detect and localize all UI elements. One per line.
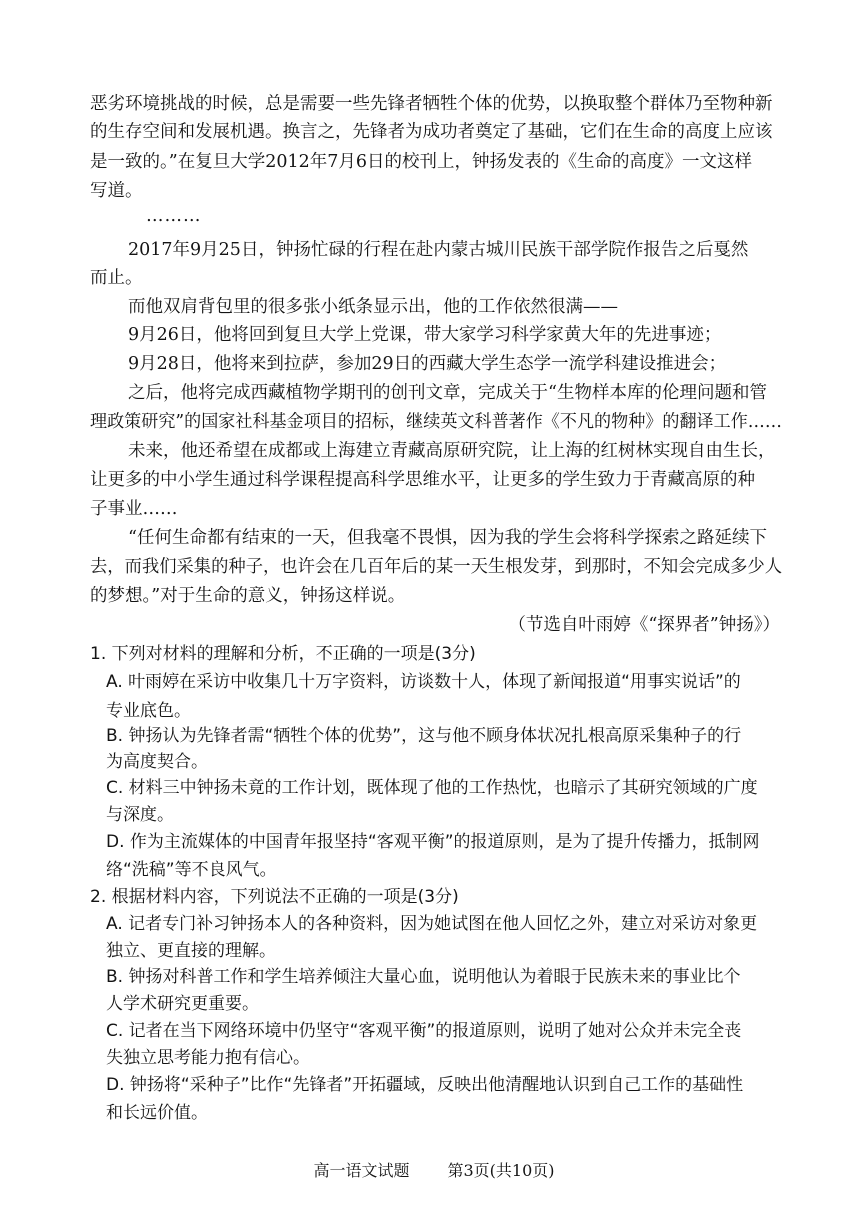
passage-line: 恶劣环境挑战的时候，总是需要一些先锋者牺牲个体的优势，以换取整个群体乃至物种新	[90, 94, 773, 114]
option-b: B. 钟扬认为先锋者需“牺牲个体的优势”，这与他不顾身体状况扎根高原采集种子的行	[106, 726, 742, 746]
passage-line: 让更多的中小学生通过科学课程提高科学思维水平，让更多的学生致力于青藏高原的种	[90, 470, 755, 490]
footer-page-number: 第3页(共10页)	[447, 1161, 555, 1180]
passage-line: 理政策研究”的国家社科基金项目的招标，继续英文科普著作《不凡的物种》的翻译工作……	[90, 412, 782, 432]
option-d-cont: 和长远价值。	[106, 1103, 208, 1123]
question-stem: 2. 根据材料内容，下列说法不正确的一项是(3分)	[90, 887, 459, 907]
ellipsis: ………	[146, 206, 202, 226]
passage-line: 去，而我们采集的种子，也许会在几百年后的某一天生根发芽，到那时，不知会完成多少人	[90, 557, 783, 577]
passage-line: “任何生命都有结束的一天，但我毫不畏惧，因为我的学生会将科学探索之路延续下	[128, 528, 767, 548]
option-a-cont: 独立、更直接的理解。	[106, 941, 276, 961]
passage-line: 而他双肩背包里的很多张小纸条显示出，他的工作依然很满——	[128, 297, 618, 317]
passage-line: 的梦想。”对于生命的意义，钟扬这样说。	[90, 586, 406, 606]
passage-line: 之后，他将完成西藏植物学期刊的创刊文章，完成关于“生物样本库的伦理问题和管	[128, 383, 767, 403]
option-d: D. 作为主流媒体的中国青年报坚持“客观平衡”的报道原则，是为了提升传播力，抵制网	[106, 832, 760, 852]
passage-line: 子事业……	[90, 499, 178, 519]
option-c: C. 记者在当下网络环境中仍坚守“客观平衡”的报道原则，说明了她对公众并未完全丧	[106, 1021, 742, 1041]
passage-line: 未来，他还希望在成都或上海建立青藏高原研究院，让上海的红树林实现自由生长，	[128, 441, 776, 461]
option-d-cont: 络“洗稿”等不良风气。	[106, 860, 277, 880]
passage-line: 是一致的。”在复旦大学2012年7月6日的校刊上，钟扬发表的《生命的高度》一文这样	[90, 152, 752, 172]
page-footer	[0, 1160, 868, 1182]
passage-line: 9月26日，他将回到复旦大学上党课，带大家学习科学家黄大年的先进事迹；	[128, 325, 722, 345]
option-a: A. 记者专门补习钟扬本人的各种资料，因为她试图在他人回忆之外，建立对采访对象更	[106, 914, 758, 934]
option-b-cont: 为高度契合。	[106, 752, 208, 772]
option-a-cont: 专业底色。	[106, 701, 191, 721]
option-b-cont: 人学术研究更重要。	[106, 994, 259, 1014]
option-c-cont: 失独立思考能力抱有信心。	[106, 1048, 310, 1068]
passage-line: 写道。	[90, 181, 143, 201]
passage-line: 9月28日，他将来到拉萨，参加29日的西藏大学生态学一流学科建设推进会；	[128, 354, 727, 374]
source-citation: （节选自叶雨婷《“探界者”钟扬》）	[508, 615, 780, 635]
question-stem: 1. 下列对材料的理解和分析，不正确的一项是(3分)	[90, 644, 476, 664]
footer-subject: 高一语文试题	[313, 1161, 410, 1180]
option-b: B. 钟扬对科普工作和学生培养倾注大量心血，说明他认为着眼于民族未来的事业比个	[106, 967, 741, 987]
passage-line: 而止。	[90, 268, 143, 288]
passage-line: 的生存空间和发展机遇。换言之，先锋者为成功者奠定了基础，它们在生命的高度上应该	[90, 122, 773, 142]
option-a: A. 叶雨婷在采访中收集几十万字资料，访谈数十人，体现了新闻报道“用事实说话”的	[106, 672, 741, 692]
option-c: C. 材料三中钟扬未竟的工作计划，既体现了他的工作热忱，也暗示了其研究领域的广度	[106, 778, 758, 798]
option-d: D. 钟扬将“采种子”比作“先锋者”开拓疆域，反映出他清醒地认识到自己工作的基础性	[106, 1075, 744, 1095]
passage-line: 2017年9月25日，钟扬忙碌的行程在赴内蒙古城川民族干部学院作报告之后戛然	[128, 240, 749, 260]
option-c-cont: 与深度。	[106, 805, 174, 825]
